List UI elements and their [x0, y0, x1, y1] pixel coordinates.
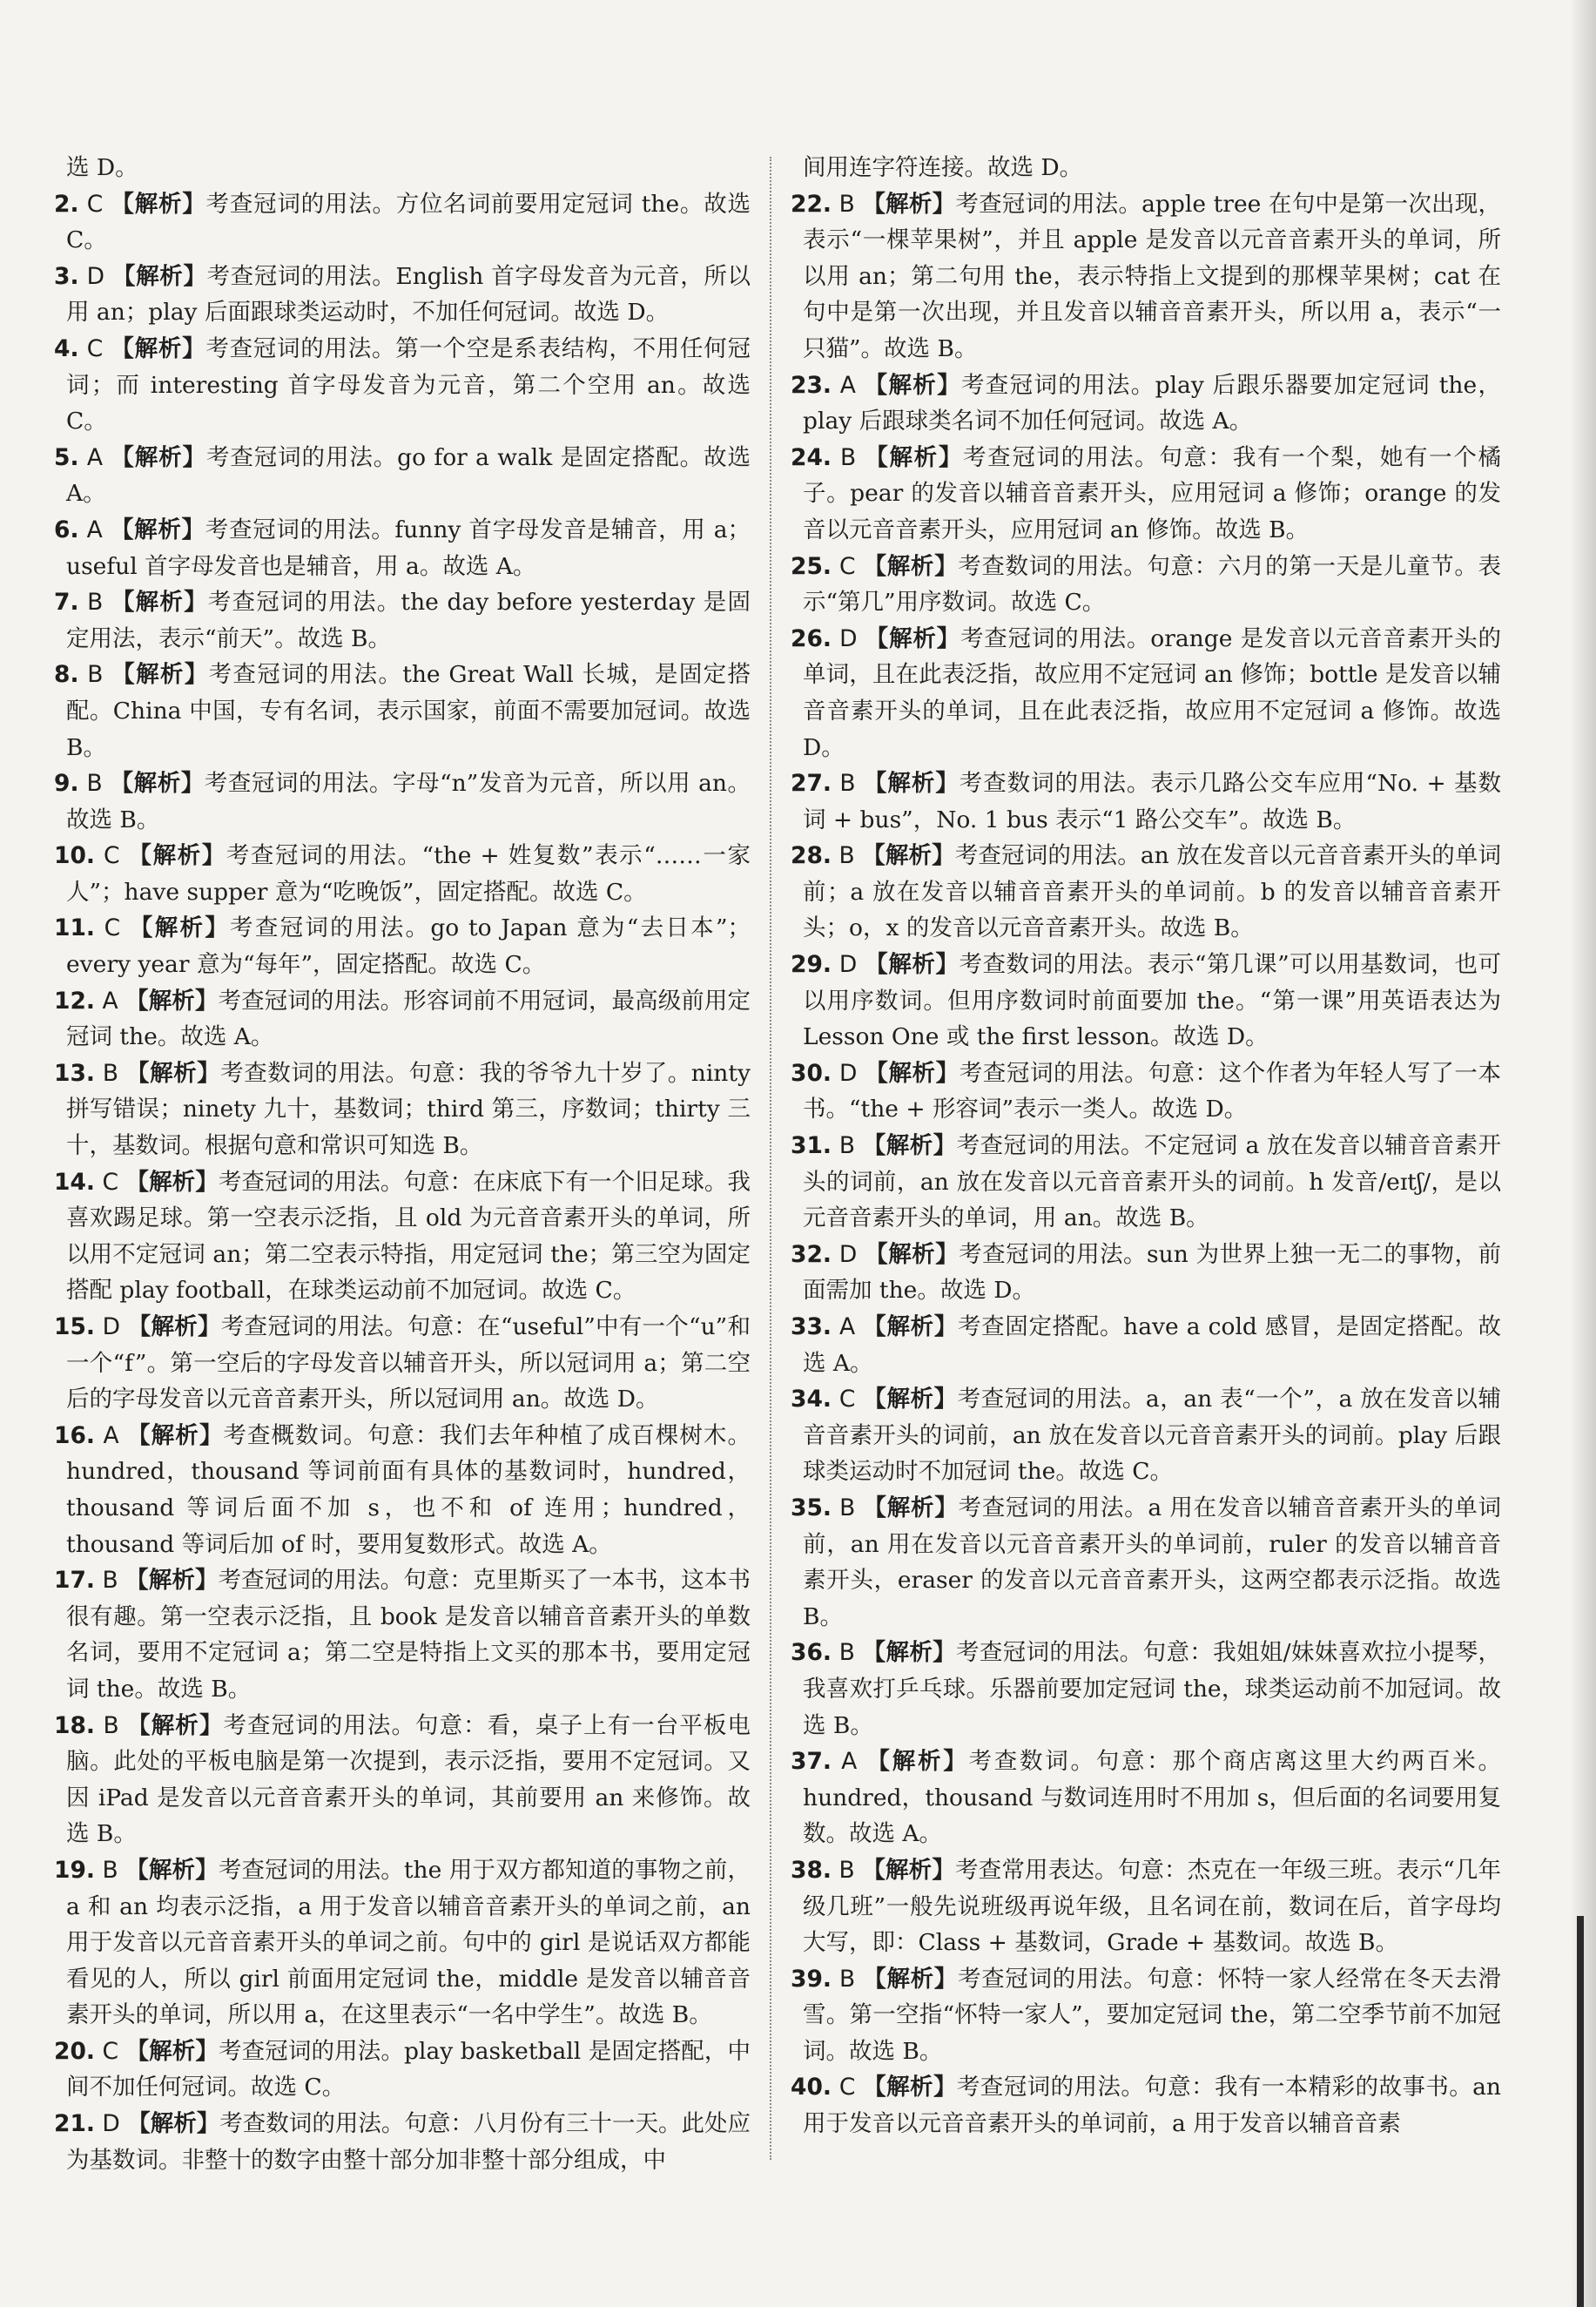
answer-letter: A	[103, 1421, 119, 1449]
question-number: 28.	[791, 842, 832, 870]
answer-letter: B	[839, 1965, 856, 1993]
answer-entry	[791, 621, 1501, 766]
answer-entry	[791, 1744, 1501, 1852]
analysis-tag: 【解析】	[864, 371, 961, 399]
answer-entry	[791, 549, 1501, 621]
question-number: 39.	[791, 1965, 832, 1993]
question-number: 20.	[54, 2037, 95, 2065]
analysis-text: 考查冠词的用法。句意：怀特一家人经常在冬天去滑雪。第一空指“怀特一家人”，要加定冠词 the，第二空季节前不加冠词。故选 B。	[803, 1965, 1501, 2065]
question-number: 12.	[54, 987, 95, 1015]
answer-entry	[54, 983, 751, 1056]
analysis-text: 考查冠词的用法。不定冠词 a 放在发音以辅音音素开头的词前，an 放在发音以元音音素开头的词前。h 发音/eɪtʃ/，是以元音音素开头的单词，用 an。故选 B。	[803, 1132, 1501, 1232]
answer-entry	[54, 1164, 751, 1309]
answer-entry	[791, 1309, 1501, 1381]
answer-entry	[54, 512, 751, 584]
answer-letter: C	[86, 190, 104, 218]
answer-entry	[54, 1708, 751, 1852]
continuation-text: 间用连字符连接。故选 D。	[803, 154, 1083, 181]
answer-letter: B	[839, 1494, 856, 1521]
answer-letter: D	[838, 1059, 858, 1087]
answer-letter: B	[102, 1059, 119, 1087]
analysis-text: 考查冠词的用法。sun 为世界上独一无二的事物，前面需加 the。故选 D。	[803, 1240, 1501, 1305]
question-number: 32.	[791, 1240, 832, 1268]
question-number: 15.	[54, 1313, 95, 1340]
answer-letter: B	[838, 190, 855, 218]
analysis-text: 考查冠词的用法。句意：在床底下有一个旧足球。我喜欢踢足球。第一空表示泛指，且 old 为元音音素开头的单词，所以用不定冠词 an；第二空表示特指，用定冠词 the；第三空为固定搭配 play football，在球类运动前不加冠词。故选 C。	[66, 1168, 751, 1305]
analysis-text: 考查冠词的用法。English 首字母发音为元音，所以用 an；play 后面跟球类运动时，不加任何冠词。故选 D。	[66, 262, 751, 327]
answer-letter: B	[838, 1639, 855, 1667]
answer-letter: C	[103, 842, 120, 870]
answer-entry	[54, 1852, 751, 2034]
question-number: 27.	[791, 770, 832, 798]
question-number: 13.	[54, 1059, 95, 1087]
answer-entry	[54, 2034, 751, 2106]
answer-entry	[791, 1237, 1501, 1309]
answer-letter: D	[839, 624, 858, 652]
answer-letter: D	[102, 1313, 121, 1340]
analysis-text: 考查冠词的用法。句意：克里斯买了一本书，这本书很有趣。第一空表示泛指，且 book 是发音以辅音音素开头的单数名词，要用不定冠词 a；第二空是特指上文买的那本书，要用定冠词 the。故选 B。	[66, 1567, 751, 1703]
answer-letter: B	[838, 1856, 855, 1884]
left-column	[54, 150, 751, 2188]
analysis-tag: 【解析】	[127, 1421, 224, 1449]
answer-letter: B	[838, 1132, 855, 1160]
question-number: 40.	[791, 2074, 832, 2101]
question-number: 21.	[54, 2110, 95, 2138]
answer-letter: A	[102, 987, 118, 1015]
analysis-tag: 【解析】	[863, 1494, 959, 1521]
answer-letter: B	[840, 443, 857, 471]
answer-letter: C	[102, 1168, 118, 1196]
answer-entry	[54, 1309, 751, 1418]
analysis-tag: 【解析】	[863, 1965, 958, 1993]
answer-entry	[791, 1056, 1501, 1128]
answer-entry	[791, 1635, 1501, 1744]
analysis-text: 考查数词的用法。句意：八月份有三十一天。此处应为基数词。非整十的数字由整十部分加非整十部分组成，中	[66, 2110, 751, 2174]
analysis-tag: 【解析】	[862, 1132, 957, 1160]
question-number: 26.	[791, 624, 832, 652]
analysis-text: 考查冠词的用法。go for a walk 是固定搭配。故选 A。	[66, 443, 751, 508]
answer-letter: C	[102, 2037, 119, 2065]
analysis-tag: 【解析】	[125, 987, 219, 1015]
answer-letter: D	[838, 951, 858, 979]
answer-entry	[54, 259, 751, 331]
question-number: 29.	[791, 951, 832, 979]
analysis-text: 考查冠词的用法。go to Japan 意为“去日本”；every year 意为“每年”，固定搭配。故选 C。	[66, 914, 751, 979]
answer-letter: B	[87, 661, 104, 689]
question-number: 25.	[791, 552, 832, 580]
answer-letter: A	[86, 516, 103, 543]
analysis-text: 考查冠词的用法。句意：在“useful”中有一个“u”和一个“f”。第一空后的字母发音以辅音开头，所以冠词用 a；第二空后的字母发音以元音音素开头，所以冠词用 an。故选 D。	[66, 1313, 751, 1413]
answer-letter: A	[86, 443, 103, 471]
analysis-tag: 【解析】	[862, 1856, 956, 1884]
answer-entry	[791, 1381, 1501, 1490]
analysis-text: 考查冠词的用法。句意：这个作者为年轻人写了一本书。“the + 形容词”表示一类人。故选 D。	[803, 1059, 1501, 1123]
answer-letter: D	[102, 2110, 120, 2138]
continuation-text: 选 D。	[66, 154, 138, 181]
question-number: 8.	[54, 661, 79, 689]
question-number: 10.	[54, 842, 95, 870]
question-number: 23.	[791, 371, 832, 399]
answer-entry	[791, 1128, 1501, 1237]
analysis-tag: 【解析】	[865, 443, 963, 471]
answer-entry	[791, 838, 1501, 947]
answer-letter: B	[87, 589, 104, 617]
answer-entry	[54, 838, 751, 910]
answer-letter: A	[839, 371, 856, 399]
question-number: 30.	[791, 1059, 832, 1087]
answer-letter: B	[838, 842, 855, 870]
analysis-text: 考查数词的用法。表示“第几课”可以用基数词，也可以用序数词。但用序数词时前面要加 the。“第一课”用英语表达为 Lesson One 或 the first lesson。故选 D。	[803, 951, 1501, 1051]
analysis-tag: 【解析】	[865, 1059, 960, 1087]
answer-entry	[791, 766, 1501, 838]
question-number: 35.	[791, 1494, 832, 1521]
analysis-text: 考查冠词的用法。apple tree 在句中是第一次出现，表示“一棵苹果树”，并且 apple 是发音以元音音素开头的单词，所以用 an；第二句用 the，表示特指上文提到的那棵苹果树；cat 在句中是第一次出现，并且发音以辅音音素开头，所以用 a，表示“一只猫”。故选 B。	[803, 190, 1501, 362]
analysis-tag: 【解析】	[863, 1313, 958, 1340]
book-spine-edge	[1577, 1916, 1584, 2307]
question-number: 22.	[791, 190, 832, 218]
question-number: 18.	[54, 1711, 95, 1739]
question-number: 24.	[791, 443, 832, 471]
analysis-tag: 【解析】	[862, 842, 955, 870]
answer-entry	[54, 1562, 751, 1707]
analysis-tag: 【解析】	[111, 661, 209, 689]
answer-entry	[54, 440, 751, 512]
answer-letter: C	[838, 2074, 856, 2101]
analysis-text: 考查冠词的用法。a，an 表“一个”，a 放在发音以辅音音素开头的词前，an 放在发音以元音音素开头的词前。play 后跟球类运动时不加冠词 the。故选 C。	[803, 1386, 1501, 1486]
answer-letter: A	[839, 1313, 856, 1340]
answer-letter: B	[103, 1711, 119, 1739]
answer-entry	[54, 910, 751, 982]
analysis-text: 考查冠词的用法。the day before yesterday 是固定用法，表示“前天”。故选 B。	[66, 589, 751, 652]
analysis-text: 考查冠词的用法。句意：看，桌子上有一台平板电脑。此处的平板电脑是第一次提到，表示泛指，要用不定冠词。又因 iPad 是发音以元音音素开头的单词，其前要用 an 来修饰。故选 B。	[66, 1711, 751, 1848]
analysis-text: 考查冠词的用法。句意：我有一本精彩的故事书。an 用于发音以元音音素开头的单词前，a 用于发音以辅音音素	[803, 2074, 1501, 2138]
question-number: 11.	[54, 914, 95, 942]
answer-letter: C	[104, 914, 121, 942]
analysis-text: 考查冠词的用法。句意：我有一个梨，她有一个橘子。pear 的发音以辅音音素开头，应用冠词 a 修饰；orange 的发音以元音音素开头，应用冠词 an 修饰。故选 B。	[803, 443, 1501, 543]
answer-letter: B	[102, 1856, 118, 1884]
analysis-text: 考查冠词的用法。形容词前不用冠词，最高级前用定冠词 the。故选 A。	[66, 987, 751, 1051]
analysis-text: 考查数词。句意：那个商店离这里大约两百米。hundred，thousand 与数词连用时不用加 s，但后面的名词要用复数。故选 A。	[803, 1748, 1501, 1848]
question-number: 37.	[791, 1748, 832, 1776]
analysis-text: 考查冠词的用法。句意：我姐姐/妹妹喜欢拉小提琴，我喜欢打乒乓球。乐器前要加定冠词 the，球类运动前不加冠词。故选 B。	[803, 1639, 1501, 1739]
answer-entry	[791, 1852, 1501, 1961]
analysis-tag: 【解析】	[110, 770, 205, 798]
analysis-text: 考查概数词。句意：我们去年种植了成百棵树木。hundred，thousand 等词前面有具体的基数词时，hundred，thousand 等词后面不加 s，也不和 of 连用；hundred，thousand 等词后加 of 时，要用复数形式。故选 A。	[66, 1421, 751, 1558]
analysis-tag: 【解析】	[127, 2110, 220, 2138]
analysis-tag: 【解析】	[125, 1856, 219, 1884]
analysis-tag: 【解析】	[125, 1567, 219, 1595]
analysis-tag: 【解析】	[111, 443, 206, 471]
analysis-tag: 【解析】	[865, 1240, 960, 1268]
analysis-text: 考查数词的用法。句意：六月的第一天是儿童节。表示“第几”用序数词。故选 C。	[803, 552, 1501, 617]
analysis-tag: 【解析】	[129, 914, 231, 942]
answer-entry	[791, 1490, 1501, 1635]
answer-entry	[54, 584, 751, 657]
answer-entry	[791, 186, 1501, 368]
analysis-tag: 【解析】	[862, 190, 956, 218]
question-number: 36.	[791, 1639, 832, 1667]
answer-letter: B	[86, 770, 103, 798]
analysis-tag: 【解析】	[111, 334, 206, 362]
answer-entry	[791, 440, 1501, 549]
answer-entry	[791, 368, 1501, 440]
analysis-tag: 【解析】	[112, 262, 207, 290]
analysis-tag: 【解析】	[127, 1313, 221, 1340]
right-column	[791, 150, 1501, 2188]
analysis-text: 考查冠词的用法。play basketball 是固定搭配，中间不加任何冠词。故选 C。	[66, 2037, 751, 2101]
question-number: 4.	[54, 334, 79, 362]
answer-letter: D	[86, 262, 104, 290]
analysis-tag: 【解析】	[862, 1639, 956, 1667]
question-number: 5.	[54, 443, 79, 471]
answer-entry	[54, 2106, 751, 2178]
analysis-text: 考查冠词的用法。方位名词前要用定冠词 the。故选 C。	[66, 190, 751, 254]
question-number: 34.	[791, 1386, 832, 1413]
analysis-tag: 【解析】	[111, 190, 206, 218]
question-number: 6.	[54, 516, 79, 543]
analysis-tag: 【解析】	[863, 770, 960, 798]
analysis-tag: 【解析】	[866, 1748, 969, 1776]
answer-entry	[54, 766, 751, 838]
analysis-text: 考查冠词的用法。play 后跟乐器要加定冠词 the，play 后跟球类名词不加任何冠词。故选 A。	[803, 371, 1501, 435]
answer-letter: C	[86, 334, 104, 362]
answer-letter: C	[839, 552, 856, 580]
answer-letter: A	[841, 1748, 858, 1776]
answer-letter: D	[838, 1240, 858, 1268]
analysis-tag: 【解析】	[110, 516, 205, 543]
analysis-text: 考查冠词的用法。a 用在发音以辅音音素开头的单词前，an 用在发音以元音音素开头的单词前，ruler 的发音以辅音音素开头，eraser 的发音以元音音素开头，这两空都表示泛指。故选 B。	[803, 1494, 1501, 1630]
analysis-tag: 【解析】	[125, 1168, 219, 1196]
analysis-text: 考查冠词的用法。funny 首字母发音是辅音，用 a；useful 首字母发音也是辅音，用 a。故选 A。	[66, 516, 751, 580]
answer-letter: B	[839, 770, 856, 798]
answer-entry	[54, 1418, 751, 1562]
analysis-tag: 【解析】	[126, 1059, 221, 1087]
answer-entry	[54, 331, 751, 440]
analysis-tag: 【解析】	[865, 951, 960, 979]
question-number: 19.	[54, 1856, 95, 1884]
analysis-tag: 【解析】	[128, 842, 226, 870]
analysis-text: 考查数词的用法。句意：我的爷爷九十岁了。ninty 拼写错误；ninety 九十，基数词；third 第三，序数词；thirty 三十，基数词。根据句意和常识可知选 B。	[66, 1059, 751, 1160]
question-number: 17.	[54, 1567, 95, 1595]
answer-entry	[791, 2069, 1501, 2142]
column-divider	[770, 157, 771, 2160]
analysis-text: 考查冠词的用法。the Great Wall 长城，是固定搭配。China 中国，专有名词，表示国家，前面不需要加冠词。故选 B。	[66, 661, 751, 761]
question-number: 2.	[54, 190, 79, 218]
analysis-text: 考查冠词的用法。字母“n”发音为元音，所以用 an。故选 B。	[66, 770, 751, 833]
analysis-tag: 【解析】	[863, 552, 959, 580]
analysis-text: 考查常用表达。句意：杰克在一年级三班。表示“几年级几班”一般先说班级再说年级，且名词在前，数词在后，首字母均大写，即：Class + 基数词，Grade + 基数词。故选 B。	[803, 1856, 1501, 1957]
analysis-text: 考查冠词的用法。the 用于双方都知道的事物之前，a 和 an 均表示泛指，a 用于发音以辅音音素开头的单词之前，an 用于发音以元音音素开头的单词之前。句中的 girl 是说话双方都能看见的人，所以 girl 前面用定冠词 the，middle 是发音以辅音音素开头的单词，所以用 a，在这里表示“一名中学生”。故选 B。	[66, 1856, 751, 2029]
analysis-text: 考查数词的用法。表示几路公交车应用“No. + 基数词 + bus”，No. 1 bus 表示“1 路公交车”。故选 B。	[803, 770, 1501, 833]
analysis-tag: 【解析】	[111, 589, 208, 617]
analysis-text: 考查冠词的用法。orange 是发音以元音音素开头的单词，且在此表泛指，故应用不定冠词 an 修饰；bottle 是发音以辅音音素开头的单词，且在此表泛指，故应用不定冠词 a 修饰。故选 D。	[803, 624, 1501, 761]
answer-letter: B	[102, 1567, 118, 1595]
analysis-tag: 【解析】	[863, 1386, 958, 1413]
answer-entry	[54, 1056, 751, 1164]
question-number: 14.	[54, 1168, 95, 1196]
question-number: 33.	[791, 1313, 832, 1340]
question-number: 31.	[791, 1132, 832, 1160]
analysis-text: 考查冠词的用法。an 放在发音以元音音素开头的单词前；a 放在发音以辅音音素开头的单词前。b 的发音以辅音音素开头；o，x 的发音以元音音素开头。故选 B。	[803, 842, 1501, 942]
question-number: 9.	[54, 770, 79, 798]
answer-entry	[791, 1961, 1501, 2070]
analysis-text: 考查固定搭配。have a cold 感冒，是固定搭配。故选 A。	[803, 1313, 1501, 1377]
question-number: 38.	[791, 1856, 832, 1884]
answer-entry	[54, 657, 751, 766]
analysis-tag: 【解析】	[127, 1711, 224, 1739]
analysis-tag: 【解析】	[125, 2037, 219, 2065]
analysis-tag: 【解析】	[865, 624, 960, 652]
analysis-text: 考查冠词的用法。“the + 姓复数”表示“……一家人”；have supper 意为“吃晚饭”，固定搭配。故选 C。	[66, 842, 751, 906]
question-number: 16.	[54, 1421, 95, 1449]
answer-letter: C	[838, 1386, 856, 1413]
question-number: 7.	[54, 589, 79, 617]
analysis-tag: 【解析】	[863, 2074, 957, 2101]
answer-entry	[791, 947, 1501, 1056]
answer-entry	[54, 186, 751, 259]
question-number: 3.	[54, 262, 79, 290]
analysis-text: 考查冠词的用法。第一个空是系表结构，不用任何冠词；而 interesting 首字母发音为元音，第二个空用 an。故选 C。	[66, 334, 751, 435]
